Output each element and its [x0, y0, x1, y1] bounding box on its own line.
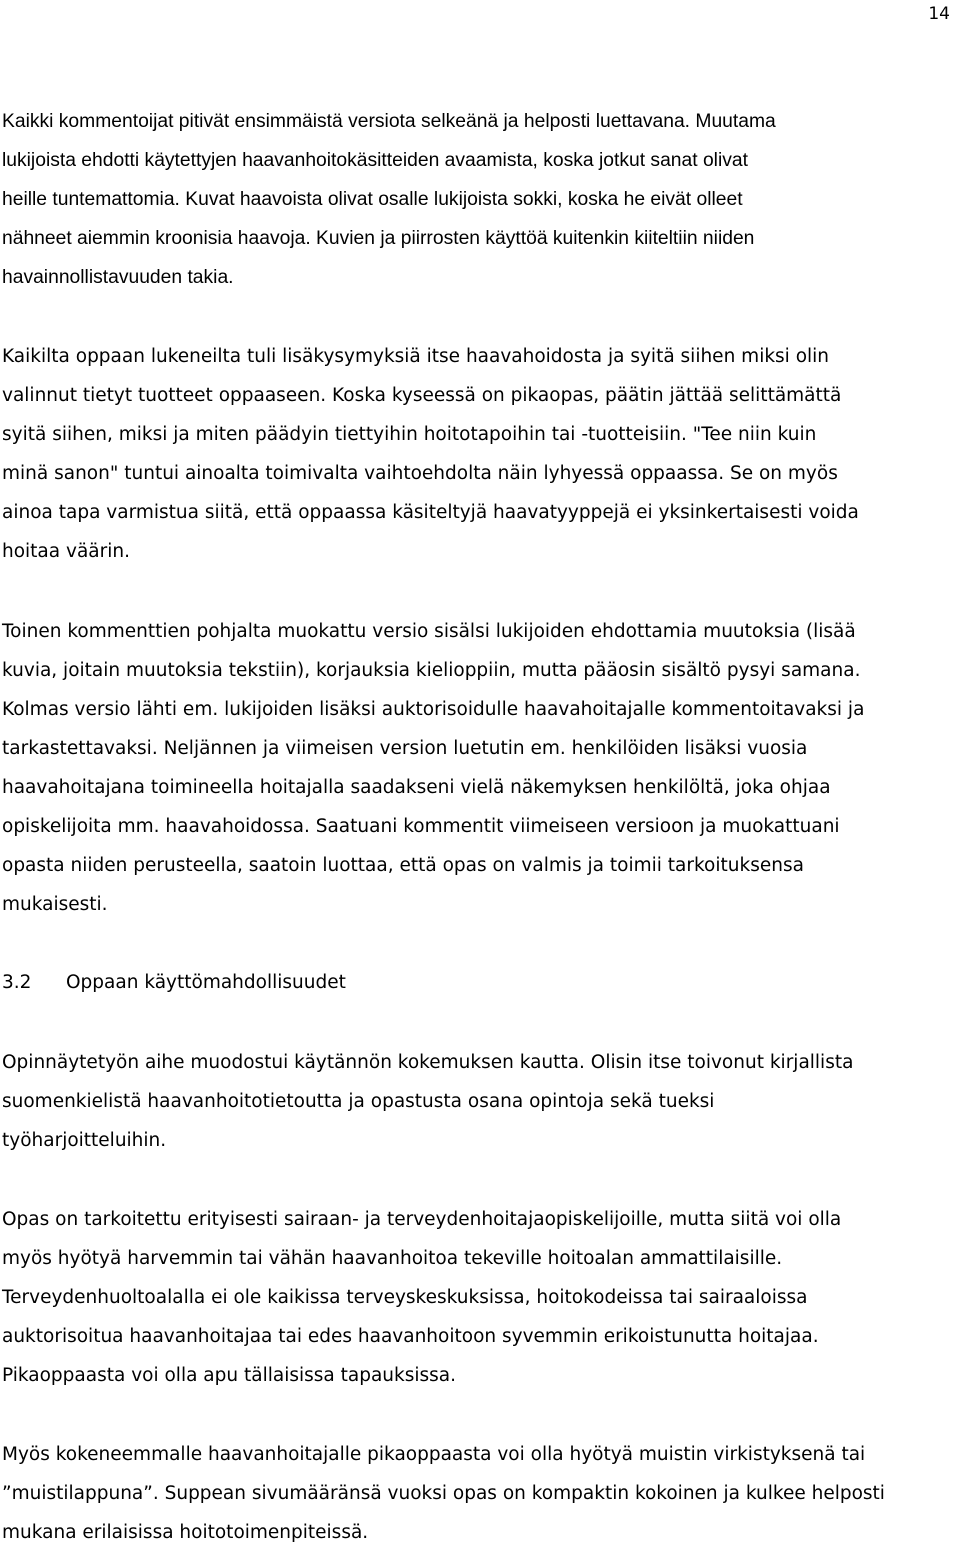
text-line: ”muistilappuna”. Suppean sivumääränsä vuoksi opas on kompaktin kokoinen ja kulkee helposti	[2, 1483, 885, 1504]
text-line: mukaisesti.	[2, 894, 108, 915]
text-line: havainnollistavuuden takia.	[2, 267, 234, 288]
text-line: tarkastettavaksi. Neljännen ja viimeisen version luetutin em. henkilöiden lisäksi vuosia	[2, 738, 808, 759]
section-number: 3.2	[2, 972, 32, 993]
text-line: auktorisoitua haavanhoitajaa tai edes haavanhoitoon syvemmin erikoistunutta hoitajaa.	[2, 1326, 819, 1347]
section-heading	[2, 971, 346, 995]
text-line: suomenkielistä haavanhoitotietoutta ja opastusta osana opintoja sekä tueksi	[2, 1091, 715, 1112]
text-line: kuvia, joitain muutoksia tekstiin), korjauksia kielioppiin, mutta pääosin sisältö pysyi samana.	[2, 660, 861, 681]
text-line: lukijoista ehdotti käytettyjen haavanhoitokäsitteiden avaamista, koska jotkut sanat olivat	[2, 150, 748, 171]
text-line: Kolmas versio lähti em. lukijoiden lisäksi auktorisoidulle haavahoitajalle kommentoitavaksi ja	[2, 699, 865, 720]
text-line: minä sanon" tuntui ainoalta toimivalta vaihtoehdolta näin lyhyessä oppaassa. Se on myös	[2, 463, 838, 484]
text-line: ainoa tapa varmistua siitä, että oppaassa käsiteltyjä haavatyyppejä ei yksinkertaisesti voida	[2, 502, 859, 523]
text-line: heille tuntemattomia. Kuvat haavoista olivat osalle lukijoista sokki, koska he eivät olleet	[2, 189, 743, 210]
text-line: Pikaoppaasta voi olla apu tällaisissa tapauksissa.	[2, 1365, 456, 1386]
text-line: Opas on tarkoitettu erityisesti sairaan- ja terveydenhoitajaopiskelijoille, mutta siitä voi olla	[2, 1209, 842, 1230]
text-line: opiskelijoita mm. haavahoidossa. Saatuani kommentit viimeiseen versioon ja muokattuani	[2, 816, 840, 837]
text-line: myös hyötyä harvemmin tai vähän haavanhoitoa tekeville hoitoalan ammattilaisille.	[2, 1248, 783, 1269]
text-line: mukana erilaisissa hoitotoimenpiteissä.	[2, 1522, 369, 1543]
text-line: Opinnäytetyön aihe muodostui käytännön kokemuksen kautta. Olisin itse toivonut kirjallista	[2, 1052, 854, 1073]
text-line: nähneet aiemmin kroonisia haavoja. Kuvien ja piirrosten käyttöä kuitenkin kiiteltiin niiden	[2, 228, 755, 249]
text-line: haavahoitajana toimineella hoitajalla saadakseni vielä näkemyksen henkilöltä, joka ohjaa	[2, 777, 831, 798]
text-line: työharjoitteluihin.	[2, 1130, 167, 1151]
text-line: syitä siihen, miksi ja miten päädyin tiettyihin hoitotapoihin tai -tuotteisiin. "Tee niin kuin	[2, 424, 817, 445]
section-title: Oppaan käyttömahdollisuudet	[66, 972, 346, 993]
text-line: Toinen kommenttien pohjalta muokattu versio sisälsi lukijoiden ehdottamia muutoksia (lisää	[2, 621, 856, 642]
text-line: Myös kokeneemmalle haavanhoitajalle pikaoppaasta voi olla hyötyä muistin virkistyksenä tai	[2, 1444, 866, 1465]
text-line: hoitaa väärin.	[2, 541, 130, 562]
text-line: valinnut tietyt tuotteet oppaaseen. Koska kyseessä on pikaopas, päätin jättää selittämättä	[2, 385, 842, 406]
page-number: 14	[928, 4, 950, 24]
text-line: Kaikki kommentoijat pitivät ensimmäistä versiota selkeänä ja helposti luettavana. Muutama	[2, 111, 776, 132]
text-line: Kaikilta oppaan lukeneilta tuli lisäkysymyksiä itse haavahoidosta ja syitä siihen miksi olin	[2, 346, 830, 367]
text-line: opasta niiden perusteella, saatoin luottaa, että opas on valmis ja toimii tarkoituksensa	[2, 855, 804, 876]
text-line: Terveydenhuoltoalalla ei ole kaikissa terveyskeskuksissa, hoitokodeissa tai sairaaloissa	[2, 1287, 808, 1308]
